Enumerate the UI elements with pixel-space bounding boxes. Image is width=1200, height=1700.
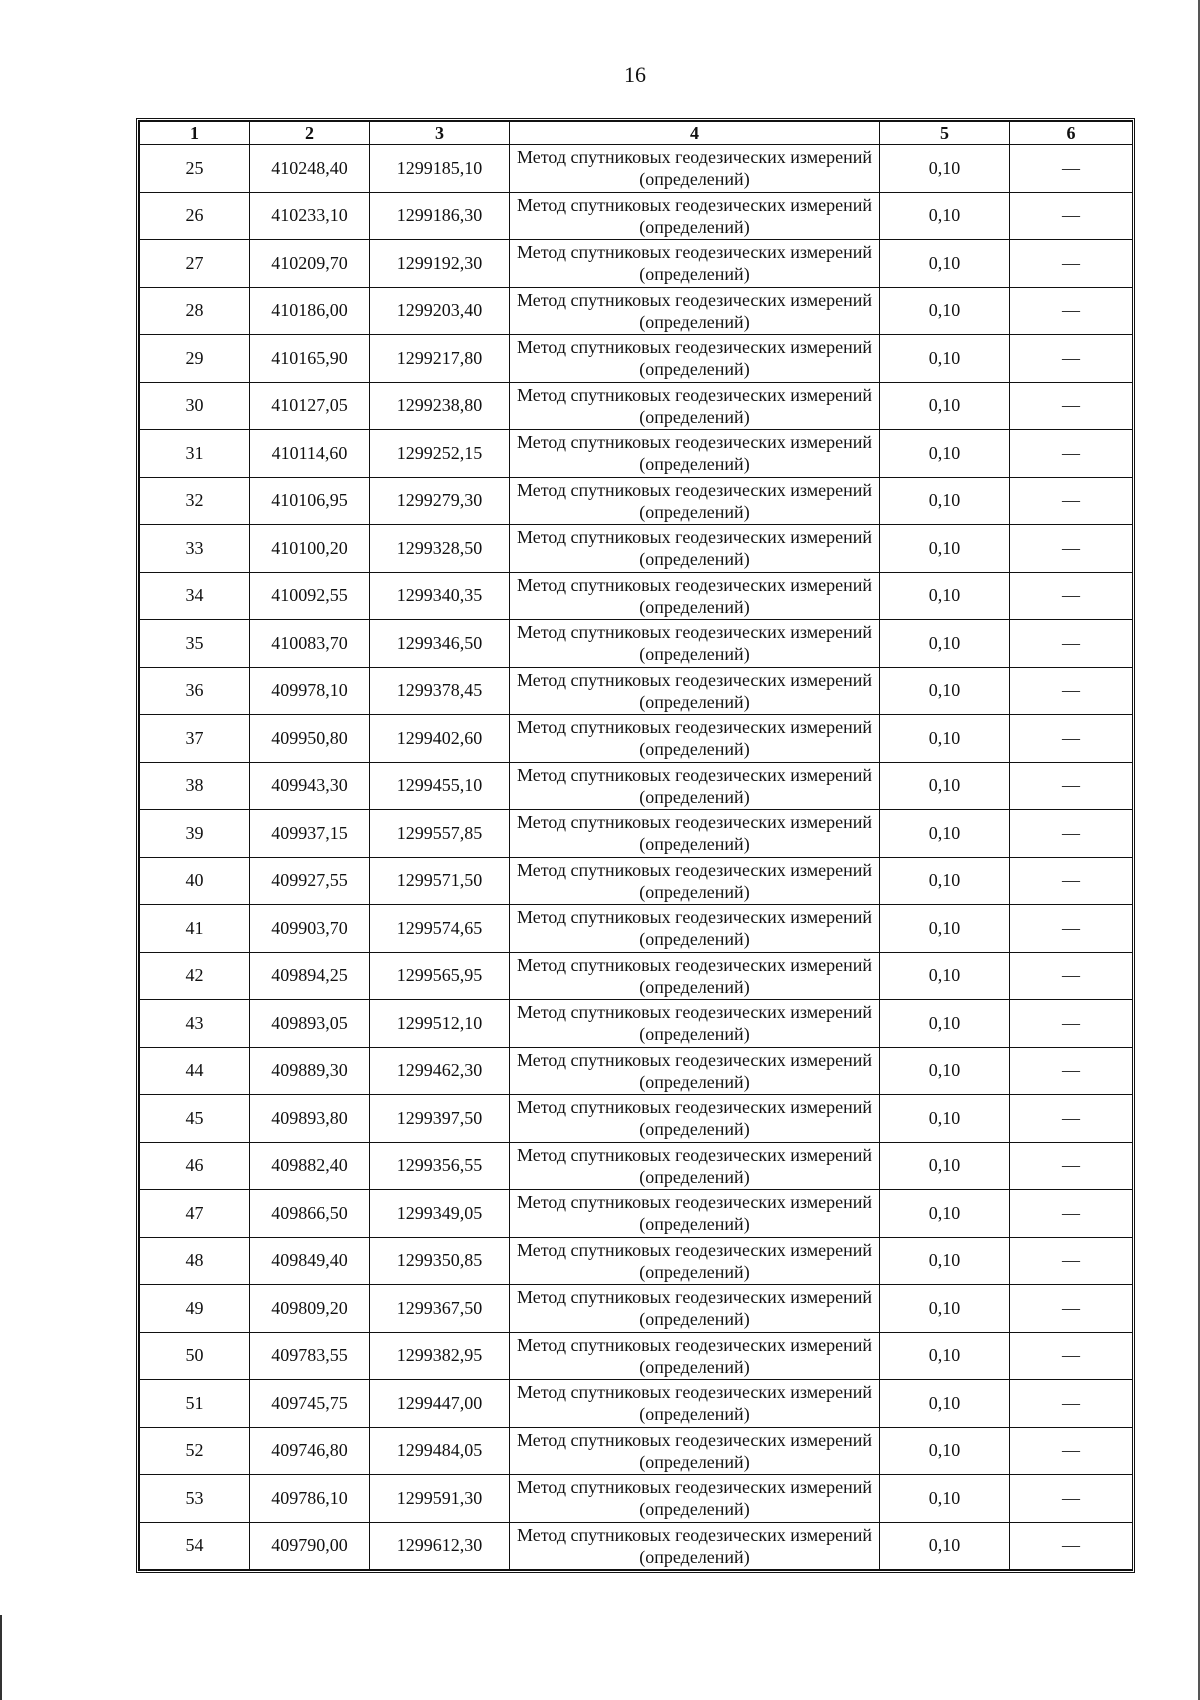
y-coordinate-cell: 1299382,95 <box>370 1332 510 1380</box>
accuracy-cell: 0,10 <box>880 667 1010 715</box>
dash-mark: — <box>1062 1392 1080 1413</box>
note-cell <box>1010 1522 1133 1570</box>
accuracy-cell: 0,10 <box>880 1285 1010 1333</box>
x-coordinate-cell: 409893,05 <box>250 1000 370 1048</box>
table-row <box>140 715 1133 763</box>
method-cell: Метод спутниковых геодезических измерений (определений) <box>510 1380 880 1428</box>
method-cell: Метод спутниковых геодезических измерений (определений) <box>510 1285 880 1333</box>
y-coordinate-cell: 1299367,50 <box>370 1285 510 1333</box>
method-cell: Метод спутниковых геодезических измерений (определений) <box>510 525 880 573</box>
accuracy-cell: 0,10 <box>880 905 1010 953</box>
x-coordinate-cell: 409950,80 <box>250 715 370 763</box>
point-number-cell: 46 <box>140 1142 250 1190</box>
dash-mark: — <box>1062 347 1080 368</box>
point-number-cell: 30 <box>140 382 250 430</box>
method-cell: Метод спутниковых геодезических измерений (определений) <box>510 1237 880 1285</box>
point-number-cell: 25 <box>140 145 250 193</box>
x-coordinate-cell: 410083,70 <box>250 620 370 668</box>
y-coordinate-cell: 1299402,60 <box>370 715 510 763</box>
method-cell: Метод спутниковых геодезических измерений (определений) <box>510 857 880 905</box>
note-cell <box>1010 715 1133 763</box>
point-number-cell: 48 <box>140 1237 250 1285</box>
note-cell <box>1010 1380 1133 1428</box>
y-coordinate-cell: 1299447,00 <box>370 1380 510 1428</box>
y-coordinate-cell: 1299346,50 <box>370 620 510 668</box>
y-coordinate-cell: 1299397,50 <box>370 1095 510 1143</box>
table-row <box>140 1427 1133 1475</box>
y-coordinate-cell: 1299279,30 <box>370 477 510 525</box>
table-row <box>140 192 1133 240</box>
header-col-5: 5 <box>880 122 1010 145</box>
dash-mark: — <box>1062 1202 1080 1223</box>
y-coordinate-cell: 1299203,40 <box>370 287 510 335</box>
dash-mark: — <box>1062 1060 1080 1081</box>
x-coordinate-cell: 409745,75 <box>250 1380 370 1428</box>
scan-edge-mark <box>0 1615 2 1700</box>
table-row <box>140 667 1133 715</box>
x-coordinate-cell: 409866,50 <box>250 1190 370 1238</box>
method-cell: Метод спутниковых геодезических измерений (определений) <box>510 477 880 525</box>
y-coordinate-cell: 1299252,15 <box>370 430 510 478</box>
accuracy-cell: 0,10 <box>880 145 1010 193</box>
point-number-cell: 53 <box>140 1475 250 1523</box>
dash-mark: — <box>1062 205 1080 226</box>
y-coordinate-cell: 1299185,10 <box>370 145 510 193</box>
point-number-cell: 40 <box>140 857 250 905</box>
y-coordinate-cell: 1299462,30 <box>370 1047 510 1095</box>
header-col-1: 1 <box>140 122 250 145</box>
x-coordinate-cell: 409943,30 <box>250 762 370 810</box>
note-cell <box>1010 192 1133 240</box>
y-coordinate-cell: 1299455,10 <box>370 762 510 810</box>
method-cell: Метод спутниковых геодезических измерений (определений) <box>510 572 880 620</box>
note-cell <box>1010 620 1133 668</box>
accuracy-cell: 0,10 <box>880 572 1010 620</box>
point-number-cell: 39 <box>140 810 250 858</box>
note-cell <box>1010 667 1133 715</box>
header-col-2: 2 <box>250 122 370 145</box>
table-row <box>140 477 1133 525</box>
point-number-cell: 52 <box>140 1427 250 1475</box>
method-cell: Метод спутниковых геодезических измерений (определений) <box>510 240 880 288</box>
note-cell <box>1010 762 1133 810</box>
table-row <box>140 1380 1133 1428</box>
table-row <box>140 240 1133 288</box>
method-cell: Метод спутниковых геодезических измерений (определений) <box>510 1142 880 1190</box>
accuracy-cell: 0,10 <box>880 335 1010 383</box>
note-cell <box>1010 382 1133 430</box>
x-coordinate-cell: 409746,80 <box>250 1427 370 1475</box>
accuracy-cell: 0,10 <box>880 1380 1010 1428</box>
y-coordinate-cell: 1299350,85 <box>370 1237 510 1285</box>
dash-mark: — <box>1062 775 1080 796</box>
note-cell <box>1010 430 1133 478</box>
point-number-cell: 49 <box>140 1285 250 1333</box>
table-row <box>140 1285 1133 1333</box>
point-number-cell: 43 <box>140 1000 250 1048</box>
method-cell: Метод спутниковых геодезических измерений (определений) <box>510 430 880 478</box>
table-row <box>140 762 1133 810</box>
y-coordinate-cell: 1299186,30 <box>370 192 510 240</box>
x-coordinate-cell: 409893,80 <box>250 1095 370 1143</box>
note-cell <box>1010 1000 1133 1048</box>
x-coordinate-cell: 410114,60 <box>250 430 370 478</box>
x-coordinate-cell: 410127,05 <box>250 382 370 430</box>
method-cell: Метод спутниковых геодезических измерений (определений) <box>510 1332 880 1380</box>
dash-mark: — <box>1062 632 1080 653</box>
x-coordinate-cell: 409882,40 <box>250 1142 370 1190</box>
method-cell: Метод спутниковых геодезических измерений (определений) <box>510 905 880 953</box>
x-coordinate-cell: 409937,15 <box>250 810 370 858</box>
table-row <box>140 1332 1133 1380</box>
accuracy-cell: 0,10 <box>880 430 1010 478</box>
table-row <box>140 525 1133 573</box>
point-number-cell: 51 <box>140 1380 250 1428</box>
accuracy-cell: 0,10 <box>880 1475 1010 1523</box>
method-cell: Метод спутниковых геодезических измерений (определений) <box>510 1522 880 1570</box>
x-coordinate-cell: 410092,55 <box>250 572 370 620</box>
point-number-cell: 38 <box>140 762 250 810</box>
accuracy-cell: 0,10 <box>880 1190 1010 1238</box>
method-cell: Метод спутниковых геодезических измерений (определений) <box>510 620 880 668</box>
coordinates-table-frame <box>136 118 1135 1573</box>
y-coordinate-cell: 1299356,55 <box>370 1142 510 1190</box>
note-cell <box>1010 240 1133 288</box>
table-row <box>140 952 1133 1000</box>
x-coordinate-cell: 410100,20 <box>250 525 370 573</box>
point-number-cell: 29 <box>140 335 250 383</box>
point-number-cell: 31 <box>140 430 250 478</box>
accuracy-cell: 0,10 <box>880 240 1010 288</box>
point-number-cell: 54 <box>140 1522 250 1570</box>
accuracy-cell: 0,10 <box>880 1332 1010 1380</box>
table-body <box>140 145 1133 1570</box>
x-coordinate-cell: 409894,25 <box>250 952 370 1000</box>
dash-mark: — <box>1062 490 1080 511</box>
note-cell <box>1010 1047 1133 1095</box>
accuracy-cell: 0,10 <box>880 620 1010 668</box>
note-cell <box>1010 952 1133 1000</box>
method-cell: Метод спутниковых геодезических измерений (определений) <box>510 1095 880 1143</box>
table-row <box>140 1522 1133 1570</box>
note-cell <box>1010 287 1133 335</box>
note-cell <box>1010 857 1133 905</box>
y-coordinate-cell: 1299349,05 <box>370 1190 510 1238</box>
coordinates-table <box>139 121 1133 1570</box>
table-row <box>140 857 1133 905</box>
accuracy-cell: 0,10 <box>880 192 1010 240</box>
accuracy-cell: 0,10 <box>880 715 1010 763</box>
x-coordinate-cell: 409786,10 <box>250 1475 370 1523</box>
x-coordinate-cell: 410165,90 <box>250 335 370 383</box>
method-cell: Метод спутниковых геодезических измерений (определений) <box>510 287 880 335</box>
accuracy-cell: 0,10 <box>880 525 1010 573</box>
y-coordinate-cell: 1299328,50 <box>370 525 510 573</box>
dash-mark: — <box>1062 822 1080 843</box>
table-row <box>140 1047 1133 1095</box>
page-number: 16 <box>624 62 646 87</box>
accuracy-cell: 0,10 <box>880 1237 1010 1285</box>
dash-mark: — <box>1062 1440 1080 1461</box>
header-col-4: 4 <box>510 122 880 145</box>
accuracy-cell: 0,10 <box>880 382 1010 430</box>
point-number-cell: 32 <box>140 477 250 525</box>
point-number-cell: 26 <box>140 192 250 240</box>
x-coordinate-cell: 409809,20 <box>250 1285 370 1333</box>
y-coordinate-cell: 1299340,35 <box>370 572 510 620</box>
method-cell: Метод спутниковых геодезических измерений (определений) <box>510 335 880 383</box>
note-cell <box>1010 1332 1133 1380</box>
note-cell <box>1010 525 1133 573</box>
accuracy-cell: 0,10 <box>880 1047 1010 1095</box>
dash-mark: — <box>1062 537 1080 558</box>
dash-mark: — <box>1062 252 1080 273</box>
method-cell: Метод спутниковых геодезических измерений (определений) <box>510 715 880 763</box>
y-coordinate-cell: 1299484,05 <box>370 1427 510 1475</box>
x-coordinate-cell: 409903,70 <box>250 905 370 953</box>
accuracy-cell: 0,10 <box>880 952 1010 1000</box>
x-coordinate-cell: 409978,10 <box>250 667 370 715</box>
dash-mark: — <box>1062 1107 1080 1128</box>
point-number-cell: 50 <box>140 1332 250 1380</box>
x-coordinate-cell: 409783,55 <box>250 1332 370 1380</box>
x-coordinate-cell: 409889,30 <box>250 1047 370 1095</box>
x-coordinate-cell: 409927,55 <box>250 857 370 905</box>
dash-mark: — <box>1062 1345 1080 1366</box>
dash-mark: — <box>1062 442 1080 463</box>
method-cell: Метод спутниковых геодезических измерений (определений) <box>510 382 880 430</box>
note-cell <box>1010 1475 1133 1523</box>
dash-mark: — <box>1062 395 1080 416</box>
point-number-cell: 35 <box>140 620 250 668</box>
dash-mark: — <box>1062 917 1080 938</box>
point-number-cell: 47 <box>140 1190 250 1238</box>
point-number-cell: 41 <box>140 905 250 953</box>
header-col-3: 3 <box>370 122 510 145</box>
x-coordinate-cell: 410248,40 <box>250 145 370 193</box>
table-row <box>140 145 1133 193</box>
table-row <box>140 382 1133 430</box>
point-number-cell: 34 <box>140 572 250 620</box>
method-cell: Метод спутниковых геодезических измерений (определений) <box>510 762 880 810</box>
dash-mark: — <box>1062 870 1080 891</box>
point-number-cell: 37 <box>140 715 250 763</box>
y-coordinate-cell: 1299591,30 <box>370 1475 510 1523</box>
y-coordinate-cell: 1299565,95 <box>370 952 510 1000</box>
method-cell: Метод спутниковых геодезических измерений (определений) <box>510 192 880 240</box>
y-coordinate-cell: 1299512,10 <box>370 1000 510 1048</box>
accuracy-cell: 0,10 <box>880 477 1010 525</box>
accuracy-cell: 0,10 <box>880 1522 1010 1570</box>
x-coordinate-cell: 409790,00 <box>250 1522 370 1570</box>
note-cell <box>1010 1190 1133 1238</box>
dash-mark: — <box>1062 1535 1080 1556</box>
dash-mark: — <box>1062 1297 1080 1318</box>
note-cell <box>1010 1095 1133 1143</box>
y-coordinate-cell: 1299557,85 <box>370 810 510 858</box>
method-cell: Метод спутниковых геодезических измерений (определений) <box>510 1190 880 1238</box>
y-coordinate-cell: 1299192,30 <box>370 240 510 288</box>
note-cell <box>1010 1285 1133 1333</box>
table-row <box>140 572 1133 620</box>
x-coordinate-cell: 410106,95 <box>250 477 370 525</box>
note-cell <box>1010 477 1133 525</box>
method-cell: Метод спутниковых геодезических измерений (определений) <box>510 1000 880 1048</box>
method-cell: Метод спутниковых геодезических измерений (определений) <box>510 810 880 858</box>
method-cell: Метод спутниковых геодезических измерений (определений) <box>510 1427 880 1475</box>
dash-mark: — <box>1062 727 1080 748</box>
note-cell <box>1010 810 1133 858</box>
table-row <box>140 810 1133 858</box>
point-number-cell: 42 <box>140 952 250 1000</box>
point-number-cell: 44 <box>140 1047 250 1095</box>
table-row <box>140 1095 1133 1143</box>
method-cell: Метод спутниковых геодезических измерений (определений) <box>510 1475 880 1523</box>
header-col-6: 6 <box>1010 122 1133 145</box>
table-row <box>140 430 1133 478</box>
table-row <box>140 1237 1133 1285</box>
point-number-cell: 36 <box>140 667 250 715</box>
note-cell <box>1010 905 1133 953</box>
table-row <box>140 287 1133 335</box>
point-number-cell: 33 <box>140 525 250 573</box>
table-row <box>140 335 1133 383</box>
y-coordinate-cell: 1299217,80 <box>370 335 510 383</box>
dash-mark: — <box>1062 1250 1080 1271</box>
method-cell: Метод спутниковых геодезических измерений (определений) <box>510 667 880 715</box>
table-row <box>140 1142 1133 1190</box>
note-cell <box>1010 1237 1133 1285</box>
point-number-cell: 27 <box>140 240 250 288</box>
table-row <box>140 1190 1133 1238</box>
note-cell <box>1010 1427 1133 1475</box>
y-coordinate-cell: 1299378,45 <box>370 667 510 715</box>
accuracy-cell: 0,10 <box>880 1000 1010 1048</box>
dash-mark: — <box>1062 157 1080 178</box>
method-cell: Метод спутниковых геодезических измерений (определений) <box>510 1047 880 1095</box>
point-number-cell: 28 <box>140 287 250 335</box>
method-cell: Метод спутниковых геодезических измерений (определений) <box>510 145 880 193</box>
dash-mark: — <box>1062 680 1080 701</box>
y-coordinate-cell: 1299238,80 <box>370 382 510 430</box>
dash-mark: — <box>1062 965 1080 986</box>
accuracy-cell: 0,10 <box>880 287 1010 335</box>
accuracy-cell: 0,10 <box>880 857 1010 905</box>
table-row <box>140 1475 1133 1523</box>
x-coordinate-cell: 410233,10 <box>250 192 370 240</box>
dash-mark: — <box>1062 585 1080 606</box>
note-cell <box>1010 335 1133 383</box>
dash-mark: — <box>1062 300 1080 321</box>
point-number-cell: 45 <box>140 1095 250 1143</box>
method-cell: Метод спутниковых геодезических измерений (определений) <box>510 952 880 1000</box>
header-row <box>140 122 1133 145</box>
accuracy-cell: 0,10 <box>880 762 1010 810</box>
table-row <box>140 1000 1133 1048</box>
x-coordinate-cell: 410186,00 <box>250 287 370 335</box>
dash-mark: — <box>1062 1012 1080 1033</box>
x-coordinate-cell: 409849,40 <box>250 1237 370 1285</box>
y-coordinate-cell: 1299574,65 <box>370 905 510 953</box>
dash-mark: — <box>1062 1155 1080 1176</box>
x-coordinate-cell: 410209,70 <box>250 240 370 288</box>
table-row <box>140 905 1133 953</box>
accuracy-cell: 0,10 <box>880 1142 1010 1190</box>
dash-mark: — <box>1062 1487 1080 1508</box>
y-coordinate-cell: 1299612,30 <box>370 1522 510 1570</box>
accuracy-cell: 0,10 <box>880 1427 1010 1475</box>
note-cell <box>1010 1142 1133 1190</box>
y-coordinate-cell: 1299571,50 <box>370 857 510 905</box>
note-cell <box>1010 145 1133 193</box>
note-cell <box>1010 572 1133 620</box>
accuracy-cell: 0,10 <box>880 810 1010 858</box>
table-row <box>140 620 1133 668</box>
accuracy-cell: 0,10 <box>880 1095 1010 1143</box>
